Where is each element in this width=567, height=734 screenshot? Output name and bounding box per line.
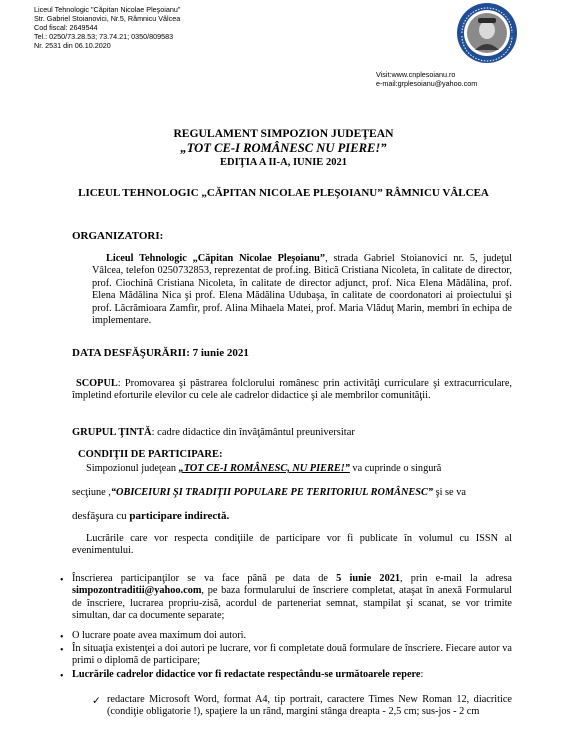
school-name: LICEUL TEHNOLOGIC „CĂPITAN NICOLAE PLEŞOIANU” RÂMNICU VÂLCEA [78, 187, 489, 199]
edition-text: EDIŢIA A II-A, IUNIE 2021 [220, 157, 347, 168]
bullet-icon: • [60, 671, 64, 682]
contact-email: simpozontraditii@yahoo.com [72, 585, 202, 597]
conditii-text: şi se va [433, 487, 466, 498]
header-line: Str. Gabriel Stoianovici, Nr.5, Râmnicu Vâlcea [34, 14, 181, 23]
bullet-autori: O lucrare poate avea maximum doi autori. [72, 630, 247, 641]
bullet-text: : [420, 669, 424, 680]
website-text: Visit:www.cnplesoianu.ro [376, 70, 456, 79]
header-line: Tel.: 0250/73.28.53; 73.74.21; 0350/809583 [34, 32, 174, 41]
doc-title: REGULAMENT SIMPOZION JUDEŢEAN [173, 127, 394, 140]
bullet-repere [72, 669, 423, 681]
deadline-date: 5 iunie 2021 [336, 573, 401, 584]
conditii-text: va cuprinde o singură [349, 463, 442, 474]
header-line: Cod fiscal: 2649544 [34, 23, 98, 32]
bullet-text: Lucrările cadrelor didactice vor fi redactate respectându-se următoarele repere [72, 669, 421, 680]
grupul-tinta-label: GRUPUL ŢINTĂ [72, 427, 152, 438]
conditii-heading: CONDIŢII DE PARTICIPARE: [78, 449, 223, 460]
header-line: Liceul Tehnologic "Căpitan Nicolae Pleşoianu" [34, 5, 181, 14]
organizatori-heading: ORGANIZATORI: [72, 230, 164, 242]
grupul-tinta [72, 427, 355, 438]
scopul-paragraph [72, 378, 512, 403]
conditii-line3 [72, 510, 229, 522]
conditii-line1 [86, 463, 441, 475]
bullet-text: Înscrierea participanţilor se va face până pe data de [72, 573, 337, 584]
section-name: “OBICEIURI ŞI TRADIŢII POPULARE PE TERITORIUL ROMÂNESC” [110, 487, 434, 498]
header-line: Nr. 2531 din 06.10.2020 [34, 41, 111, 50]
bullet-text: , prin e-mail la adresa [400, 573, 513, 584]
bullet-icon: • [60, 632, 64, 643]
scopul-text: : Promovarea şi păstrarea folclorului românesc prin activităţi curriculare şi extracurriculare, împletind eforturile elevilor cu cele ale cadrelor didactice şi ale membrilor comunităţii. [72, 378, 512, 402]
bullet-text: , pe baza formularului de înscriere completat, ataşat în anexă Formularul de înscriere, lucrarea propriu-zisă, acordul de parteneriat semnat, stampilat şi scanat, se vor trimite simultan, dar ca documente separate; [72, 585, 512, 622]
conditii-text: Simpozionul judeţean [86, 463, 179, 474]
email-text: e-mail:grplesoianu@yahoo.com [376, 79, 478, 88]
grupul-tinta-text: : cadre didactice din învăţământul preuniversitar [151, 427, 355, 438]
school-logo-icon [456, 2, 518, 64]
bullet-doi-autori: În situaţia existenţei a doi autori pe lucrare, vor fi completate două formulare de înscriere. Fiecare autor va primi o diplomă de participare; [72, 643, 512, 667]
organizatori-paragraph [92, 253, 512, 327]
lucrari-paragraph: Lucrările care vor respecta condiţiile de participare vor fi publicate în volumul cu ISSN al evenimentului. [72, 533, 512, 557]
scopul-label: SCOPUL [76, 378, 118, 389]
organizatori-text: , strada Gabriel Stoianovici nr. 5, judeţul Vâlcea, telefon 0250732853, reprezentat de prof.ing. Bitică Cristiana Nicoleta, în calitate de director, prof. Ciochină Cristiana Nicoleta, în calitate de director adjunct, prof. Nica Elena Mădălina, prof. Elena Mădălina Nica şi prof. Elena Mădălina Udubaşa, în calitate de coordonatori ai proiectului şi prof. Lăcrămioara Zamfir, prof. Alina Mihaela Matei, prof. Maria Vlăduţ Marin, membri în echipa de implementare. [92, 253, 512, 327]
organizer-name: Liceul Tehnologic „Căpitan Nicolae Pleşoianu” [106, 253, 326, 264]
conditii-line2 [72, 487, 466, 499]
event-date: DATA DESFĂŞURĂRII: 7 iunie 2021 [72, 347, 249, 359]
event-name-inline: „TOT CE-I ROMÂNESC, NU PIERE!” [178, 463, 350, 474]
bullet-icon: • [60, 575, 64, 586]
conditii-text: desfăşura cu [72, 510, 130, 522]
check-redactare: redactare Microsoft Word, format A4, tip portrait, caractere Times New Roman 12, diacritice (condiţie obligatorie !), spaţiere la un rând, margini stânga dreapta - 2,5 cm; sus-jos - 2 cm [107, 694, 512, 718]
conditii-text: secţiune , [72, 487, 111, 498]
bullet-icon: • [60, 645, 64, 656]
participation-type: participare indirectă. [129, 510, 230, 522]
bullet-inscriere [72, 573, 512, 623]
event-name: „TOT CE-I ROMÂNESC NU PIERE!” [180, 141, 387, 155]
checkmark-icon: ✓ [92, 696, 101, 707]
